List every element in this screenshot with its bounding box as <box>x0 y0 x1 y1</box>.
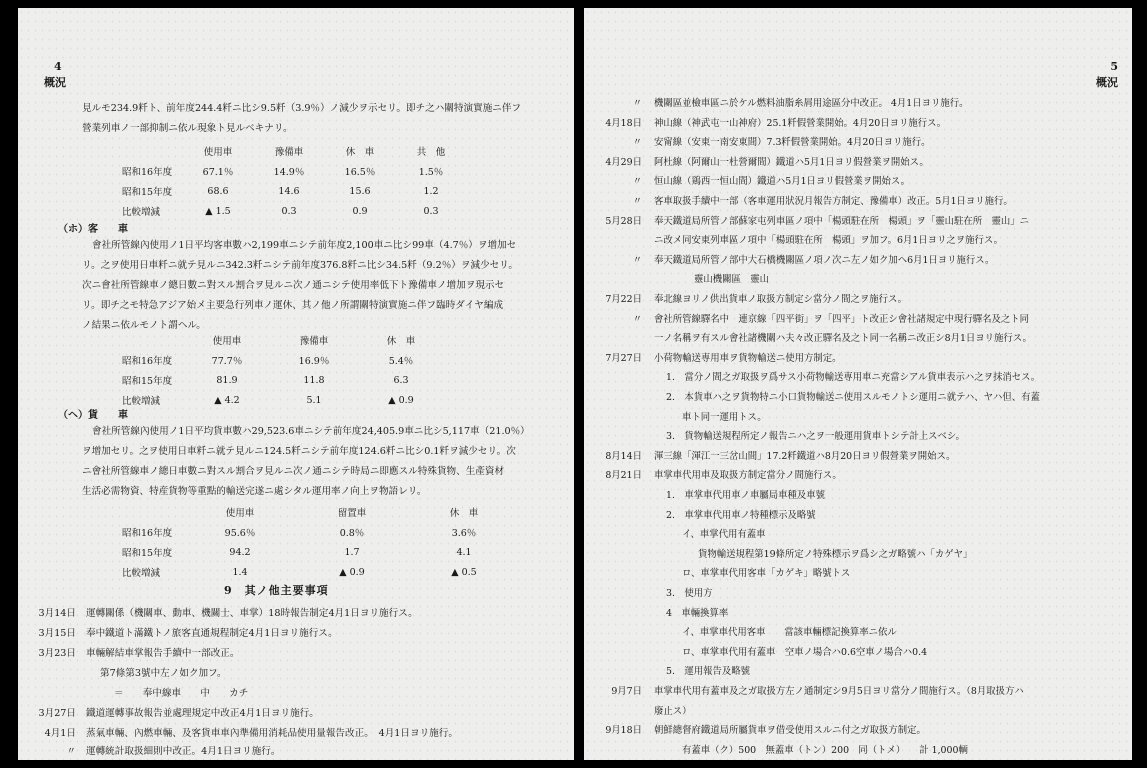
table-row <box>122 370 444 390</box>
cell: 16.5％ <box>344 167 376 178</box>
event-text: 2. 本貨車ハ之ヲ貨物特ニ小口貨物輸送ニ使用スルモノトシ運用ニ就テハ、ヤハ但、有蓋 <box>666 392 1040 403</box>
cell: 0.9 <box>352 205 368 217</box>
list-item <box>584 213 1132 232</box>
list-item <box>584 232 1132 251</box>
list-item <box>584 644 1132 663</box>
event-text: ロ、車掌車代用客車「カゲキ」略號トス <box>682 568 851 580</box>
col-header: 使用車 <box>212 336 242 347</box>
passenger-line-3: 次ニ會社所管線車ノ總日數ニ對スル割合ヲ見ルニ次ノ通ニシテ使用率低下ト豫備車ノ增加ヲ現示セ <box>82 280 505 291</box>
cell: ▲ 0.9 <box>388 394 414 406</box>
event-text: 1. 當分ノ間之ガ取扱ヲ爲サス小荷物輸送専用車ニ充當シアル貨車表示ハ之ヲ抹消セス。 <box>666 372 1041 384</box>
event-date: 7月22日 <box>605 294 642 305</box>
cell: 3.6％ <box>451 528 477 539</box>
table-row <box>122 562 520 582</box>
cell: 14.9％ <box>273 167 305 178</box>
event-date: 〃 <box>632 176 642 188</box>
list-item <box>584 311 1132 330</box>
cell: ▲ 4.2 <box>214 394 240 406</box>
cell: 81.9 <box>216 374 238 386</box>
event-date: 9月7日 <box>611 686 642 697</box>
section-heading-freight-cars: （ヘ）貨 車 <box>58 410 128 421</box>
cell: 1.2 <box>423 185 439 197</box>
freight-line-1: 會社所管線內使用ノ1日平均貨車數ハ29,523.6車ニシテ前年度24,405.9車ニ比シ5,117車（21.0％） <box>92 426 530 437</box>
event-date: 3月14日 <box>38 608 76 619</box>
event-text: 有蓋車（ク）500 無蓋車（トン）200 同（トメ） 計 1,000輌 <box>682 744 968 756</box>
list-item <box>584 703 1132 722</box>
list-item <box>584 605 1132 624</box>
row-label: 昭和16年度 <box>122 528 173 539</box>
cell: 16.9％ <box>298 356 330 367</box>
cell: ▲ 1.5 <box>205 205 231 217</box>
event-date: 〃 <box>632 98 642 109</box>
table-row <box>122 161 466 181</box>
event-text: 機關區並檢車區ニ於ケル燃料油脂糸屑用途區分中改正。 4月1日ヨリ施行。 <box>654 98 969 109</box>
event-text: 2. 車掌車代用車ノ特種標示及略號 <box>666 509 816 521</box>
event-text: 奉中鐵道ト滿鐵トノ旅客直通規程制定4月1日ヨリ施行ス。 <box>86 628 338 639</box>
list-item <box>584 95 1132 114</box>
cell: ▲ 0.5 <box>451 566 477 578</box>
row-label: 昭和15年度 <box>122 548 173 559</box>
event-text: 奉北線ヨリノ供出貨車ノ取扱方制定シ當分ノ間之ヲ施行ス。 <box>654 294 908 305</box>
list-item <box>584 565 1132 584</box>
list-item <box>28 644 568 664</box>
freight-line-3: ニ會社所管線車ノ總日車數ニ對スル割合ヲ見ルニ次ノ通ニシテ時局ニ即應スル特殊貨物、生產資材 <box>82 466 505 477</box>
list-item <box>584 115 1132 134</box>
cell: 0.8％ <box>339 528 365 539</box>
table-row <box>122 201 466 221</box>
col-header: 休 車 <box>345 147 375 158</box>
intro-line-1: 見ルモ234.9粁ト、前年度244.4粁ニ比シ9.5粁（3.9％）ノ減少ヲ示セリ。即チ之ハ關特演實施ニ伴フ <box>82 103 522 114</box>
event-text: ニ改メ同安東列車區ノ項中「楊頭駐在所 楊頭」ヲ加フ。6月1日ヨリ之ヲ施行ス。 <box>654 235 1003 247</box>
cell: 94.2 <box>229 546 251 558</box>
list-item <box>584 134 1132 153</box>
running-header: 概況 <box>1096 76 1118 89</box>
table-row <box>122 390 444 410</box>
list-item <box>584 193 1132 212</box>
list-item <box>28 742 568 760</box>
event-text: ロ、車掌車代用有蓋車 空車ノ場合ハ0.6空車ノ場合ハ0.4 <box>682 646 928 658</box>
event-date: 〃 <box>632 254 642 266</box>
event-date: 5月28日 <box>605 215 642 227</box>
list-item <box>584 507 1132 526</box>
passenger-line-2: リ。之ヲ使用日車粁ニ就テ見ルニ342.3粁ニシテ前年度376.8粁ニ比シ34.5粁（9.2％）ヲ減少セリ。 <box>82 260 518 271</box>
table-row <box>122 181 466 201</box>
cell: 1.4 <box>232 566 248 578</box>
col-header: 休 車 <box>386 336 416 347</box>
list-item <box>584 448 1132 467</box>
event-date: 4月18日 <box>605 117 642 129</box>
row-label: 昭和16年度 <box>122 356 173 367</box>
event-text: 廢止ス） <box>654 705 692 717</box>
event-text: 3. 使用方 <box>666 588 713 599</box>
right-page <box>584 8 1132 760</box>
event-date: 〃 <box>632 313 642 325</box>
passenger-line-1: 會社所管線內使用ノ1日平均客車數ハ2,199車ニシテ前年度2,100車ニ比シ99車（4.7％）ヲ增加セ <box>92 240 517 251</box>
event-date: 3月23日 <box>38 648 76 659</box>
table-row <box>122 542 520 562</box>
event-text: 1. 車掌車代用車ノ車屬局車種及車號 <box>666 490 825 501</box>
list-item <box>584 409 1132 428</box>
left-page <box>18 8 574 760</box>
event-date: 8月14日 <box>605 450 642 462</box>
cell: 95.6％ <box>224 528 256 539</box>
table-row <box>122 350 444 370</box>
list-item <box>584 467 1132 486</box>
intro-line-2: 營業列車ノ一部抑制ニ依ル現象ト見ルベキナリ。 <box>82 123 293 134</box>
ratio-table-freight-cars <box>122 502 520 582</box>
list-item <box>584 271 1132 290</box>
col-header: 休 車 <box>449 508 479 519</box>
cell: 0.3 <box>423 205 439 217</box>
list-item <box>584 526 1132 545</box>
cell: 5.1 <box>306 394 322 406</box>
event-text: 朝鮮總督府鐵道局所屬貨車ヲ借受使用スルニ付之ガ取扱方制定。 <box>654 725 926 737</box>
event-text: 車掌車代用有蓋車及之ガ取扱方左ノ通制定シ9月5日ヨリ當分ノ間施行ス。（8月取扱方ハ <box>654 686 1024 697</box>
list-item <box>28 724 568 744</box>
cell: 1.7 <box>344 546 360 558</box>
event-text: 4 車輛換算率 <box>666 607 729 619</box>
event-text: 靈山機關區 靈山 <box>694 274 770 286</box>
page-number: 4 <box>54 60 62 73</box>
event-date: 4月1日 <box>44 728 76 739</box>
event-date: 9月18日 <box>605 725 642 737</box>
event-text: ＝ 奉中線車 中 カチ <box>114 688 249 699</box>
cell: 11.8 <box>303 374 325 386</box>
list-item <box>584 663 1132 682</box>
row-label: 比較増減 <box>122 396 161 407</box>
list-item <box>584 683 1132 702</box>
list-item <box>28 704 568 724</box>
event-date: 3月27日 <box>38 708 76 719</box>
ratio-table-locomotives <box>122 141 466 221</box>
event-date: 〃 <box>632 196 642 207</box>
cell: 0.3 <box>281 205 297 217</box>
event-text: 車掌車代用車及取扱方制定當分ノ間施行ス。 <box>654 470 842 482</box>
cell: ▲ 0.9 <box>339 566 365 578</box>
event-text: 貨物輸送規程第19條所定ノ特殊標示ヲ爲シ之ガ略號ハ「カゲヤ」 <box>698 548 973 560</box>
col-header: 豫備車 <box>274 147 304 158</box>
passenger-line-4: リ。即チ之モ特急アジア始メ主要急行列車ノ運休、其ノ他ノ所謂關特演實施ニ伴フ臨時ダイヤ編成 <box>82 300 504 311</box>
event-text: 小荷物輸送専用車ヲ貨物輸送ニ使用方制定。 <box>654 352 842 364</box>
list-item <box>584 428 1132 447</box>
passenger-line-5: ノ結果ニ依ルモノト謂ヘル。 <box>82 320 206 331</box>
ratio-table-passenger-cars <box>122 330 444 410</box>
row-label: 比較増減 <box>122 568 161 579</box>
event-date: 〃 <box>66 746 76 757</box>
event-text: 阿杜線（阿爾山一杜營爾間）鐵道ハ5月1日ヨリ假營業ヲ開始ス。 <box>654 156 929 168</box>
event-text: 5. 運用報告及略號 <box>666 666 750 678</box>
event-text: 一ノ名稱ヲ有スル會社諸機關ハ夫々改正驛名及之ト同一名稱ニ改正シ8月1日ヨリ施行ス。 <box>654 333 1032 345</box>
event-date: 3月15日 <box>38 628 76 639</box>
col-header: 使用車 <box>203 147 233 158</box>
section-heading-other-events: 9 其ノ他主要事項 <box>224 584 329 597</box>
row-label: 昭和16年度 <box>122 167 173 178</box>
event-text: 第7條第3號中左ノ如ク加フ。 <box>100 668 227 679</box>
cell: 67.1％ <box>202 167 234 178</box>
list-item <box>584 330 1132 349</box>
cell: 4.1 <box>456 546 472 558</box>
event-text: 鐵道運轉事故報告並處理規定中改正4月1日ヨリ施行。 <box>86 708 319 719</box>
table-row <box>122 522 520 542</box>
event-text: 會社所管線驛名中 連京線「四平街」ヲ「四平」ト改正シ會社諸規定中現行驛名及之ト同 <box>654 313 1030 325</box>
list-item <box>28 684 568 704</box>
event-text: 運轉關係（機關車、動車、機關士、車掌）18時報告制定4月1日ヨリ施行ス。 <box>86 608 418 619</box>
col-header: 共 他 <box>416 147 446 158</box>
list-item <box>584 624 1132 643</box>
list-item <box>584 154 1132 173</box>
page-number: 5 <box>1110 60 1118 73</box>
cell: 5.4％ <box>388 356 414 367</box>
event-date: 4月29日 <box>605 156 642 168</box>
row-label: 昭和15年度 <box>122 187 173 198</box>
event-text: 車輛解結車掌報告手續中一部改正。 <box>86 648 240 659</box>
row-label: 昭和15年度 <box>122 376 173 387</box>
event-text: 3. 貨物輸送規程所定ノ報告ニハ之ヲ一般運用貨車トシテ計上スベシ。 <box>666 431 965 443</box>
event-text: 蒸氣車輛、內燃車輛、及客貨車車內準備用消耗品使用量報告改正。 4月1日ヨリ施行。 <box>86 728 458 739</box>
event-text: イ、車掌代用有蓋車 <box>682 529 766 541</box>
list-item <box>584 350 1132 369</box>
section-heading-passenger-cars: （ホ）客 車 <box>58 224 128 235</box>
event-date: 7月27日 <box>605 352 642 364</box>
list-item <box>584 722 1132 741</box>
event-text: 車ト同一運用トス。 <box>682 411 767 423</box>
cell: 15.6 <box>349 185 371 197</box>
list-item <box>584 173 1132 192</box>
cell: 77.7％ <box>211 356 243 367</box>
table-header-row <box>122 141 466 161</box>
event-text: 客車取扱手續中一部（客車運用狀況月報告方制定、豫備車）改正。5月1日ヨリ施行。 <box>654 196 1013 207</box>
list-item <box>584 487 1132 506</box>
event-text: 奉天鐵道局所管ノ部中大石橋機關區ノ項ノ次ニ左ノ如ク加ヘ6月1日ヨリ施行ス。 <box>654 254 995 266</box>
col-header: 豫備車 <box>299 336 329 347</box>
event-text: 渾三線「渾江一三岔山間」17.2粁鐵道ハ8月20日ヨリ假營業ヲ開始ス。 <box>654 450 956 462</box>
col-header: 使用車 <box>225 508 255 519</box>
list-item <box>28 604 568 624</box>
table-header-row <box>122 502 520 522</box>
row-label: 比較増減 <box>122 207 161 218</box>
event-text: 運轉統計取扱細則中改正。4月1日ヨリ施行。 <box>86 746 281 757</box>
cell: 14.6 <box>278 185 300 197</box>
event-date: 8月21日 <box>605 470 642 482</box>
list-item <box>584 389 1132 408</box>
list-item <box>584 252 1132 271</box>
list-item <box>28 664 568 684</box>
table-header-row <box>122 330 444 350</box>
event-text: 恒山線（鶏西一恒山間）鐵道ハ5月1日ヨリ假營業ヲ開始ス。 <box>654 176 910 188</box>
freight-line-4: 生活必需物資、特産貨物等重點的輸送完遂ニ處シタル運用率ノ向上ヲ物語レリ。 <box>82 486 427 497</box>
col-header: 留置車 <box>337 508 367 519</box>
cell: 1.5％ <box>418 167 444 178</box>
event-date: 〃 <box>632 137 642 149</box>
event-text: イ、車掌車代用客車 當該車輛標記換算率ニ依ル <box>682 627 897 639</box>
cell: 6.3 <box>393 374 409 386</box>
running-header: 概況 <box>44 76 66 89</box>
list-item <box>584 546 1132 565</box>
event-text: 神山線（神武屯一山神府）25.1粁假營業開始。4月20日ヨリ施行ス。 <box>654 117 947 129</box>
event-text: 安甯線（安東一南安東間）7.3粁假營業開始。4月20日ヨリ施行。 <box>654 137 931 149</box>
list-item <box>28 624 568 644</box>
event-text: 奉天鐵道局所管ノ部蘇家屯列車區ノ項中「楊頭駐在所 楊頭」ヲ「靈山駐在所 靈山」ニ <box>654 215 1030 227</box>
freight-line-2: ヲ增加セリ。之ヲ使用日車粁ニ就テ見ルニ124.5粁ニシテ前年度124.6粁ニ比シ0.1粁ヲ減少セリ。次 <box>82 446 516 457</box>
list-item <box>584 585 1132 604</box>
list-item <box>584 291 1132 310</box>
list-item <box>584 742 1132 760</box>
cell: 68.6 <box>207 185 229 197</box>
list-item <box>584 369 1132 388</box>
